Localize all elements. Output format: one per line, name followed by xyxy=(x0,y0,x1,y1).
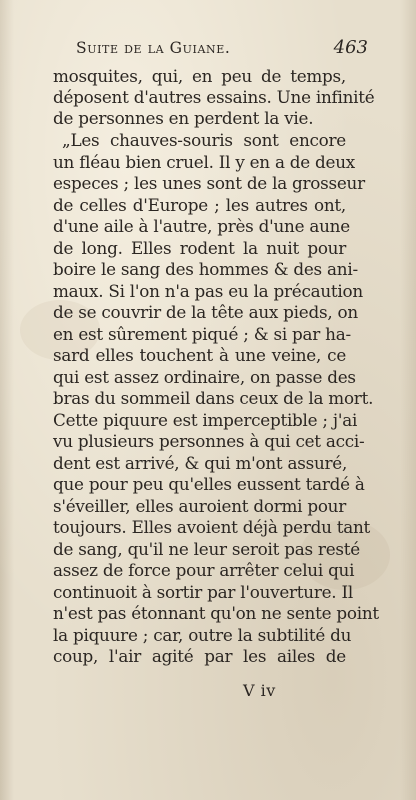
text-line: de se couvrir de la tête aux pieds, on xyxy=(53,302,358,322)
text-line: bras du sommeil dans ceux de la mort. xyxy=(53,388,374,408)
text-line: dent est arrivé, & qui m'ont assuré, xyxy=(53,453,348,473)
text-line: maux. Si l'on n'a pas eu la précaution xyxy=(53,281,363,301)
text-line: especes ; les unes sont de la grosseur xyxy=(53,173,365,193)
text-line: de celles d'Europe ; les autres ont, xyxy=(53,195,346,215)
signature-mark: V iv xyxy=(243,681,276,700)
text-line: de long. Elles rodent la nuit pour xyxy=(53,238,346,258)
text-line: boire le sang des hommes & des ani- xyxy=(53,259,358,279)
text-line: qui est assez ordinaire, on passe des xyxy=(53,367,356,387)
text-line: la piquure ; car, outre la subtilité du xyxy=(53,625,352,645)
text-line: de sang, qu'il ne leur seroit pas resté xyxy=(53,539,360,559)
page-number: 463 xyxy=(333,37,368,58)
text-line: mosquites, qui, en peu de temps, xyxy=(53,66,346,86)
text-line: d'une aile à l'autre, près d'une aune xyxy=(53,216,350,236)
running-title: Suite de la Guiane. xyxy=(76,39,231,57)
text-line: en est sûrement piqué ; & si par ha- xyxy=(53,324,351,344)
text-line: s'éveiller, elles auroient dormi pour xyxy=(53,496,347,516)
text-line: n'est pas étonnant qu'on ne sente point xyxy=(53,603,379,623)
running-header xyxy=(62,37,368,61)
text-line: continuoit à sortir par l'ouverture. Il xyxy=(53,582,353,602)
text-line: un fléau bien cruel. Il y en a de deux xyxy=(53,152,355,172)
text-line: assez de force pour arrêter celui qui xyxy=(53,560,355,580)
text-line: toujours. Elles avoient déjà perdu tant xyxy=(53,517,371,537)
text-line: vu plusieurs personnes à qui cet acci- xyxy=(53,431,365,451)
text-line: de personnes en perdent la vie. xyxy=(53,108,314,128)
text-line: Cette piquure est imperceptible ; j'ai xyxy=(53,410,358,430)
text-line: sard elles touchent à une veine, ce xyxy=(53,345,346,365)
text-line: coup, l'air agité par les ailes de xyxy=(53,646,346,666)
text-line: déposent d'autres essains. Une infinité xyxy=(53,87,375,107)
text-line: „Les chauves-souris sont encore xyxy=(62,130,346,150)
text-line: que pour peu qu'elles eussent tardé à xyxy=(53,474,365,494)
